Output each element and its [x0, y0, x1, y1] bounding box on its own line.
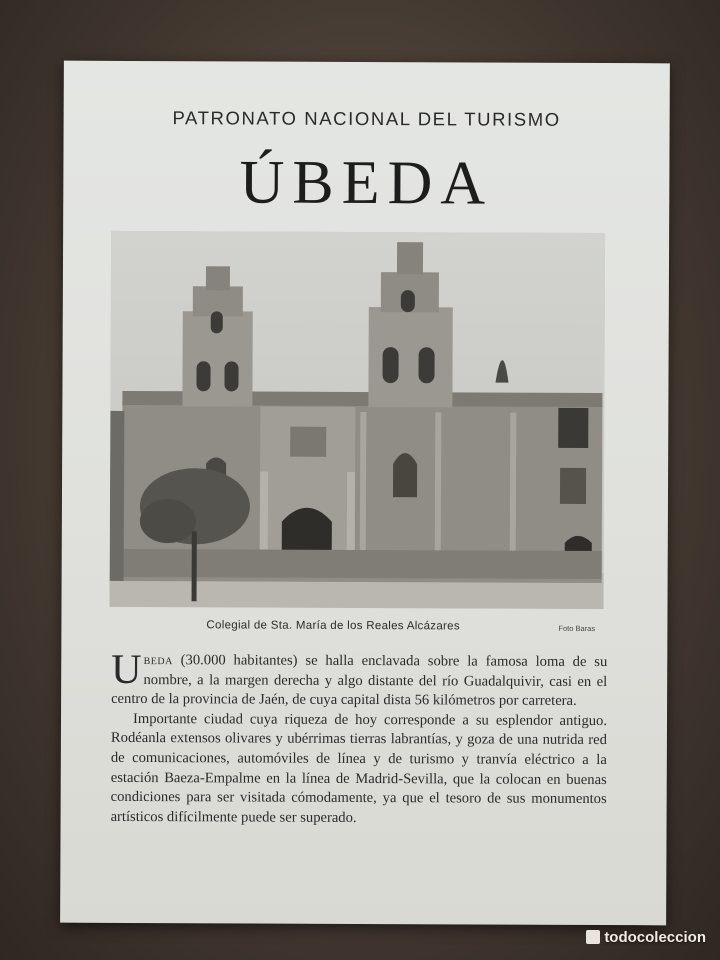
church-facade-photo: [110, 231, 606, 609]
paragraph-second: Importante ciudad cuya riqueza de hoy corresponde a su esplendor antiguo. Rodéanla extensos olivares y ubérrimas tierras labrantías, y goza de una nutrida red de comunicaciones, automóviles de línea y de turismo y tranvía eléctrico a la estación Baeza-Empalme en la línea de Madrid-Sevilla, que la colocan en buenas condiciones para ser visitada cómodamente, ya que el tesoro de sus monumentos artísticos difícilmente puede ser superado.: [110, 710, 608, 826]
drop-cap: U: [111, 646, 142, 694]
publisher-header: PATRONATO NACIONAL DEL TURISMO: [172, 107, 561, 130]
body-text: [110, 646, 608, 830]
page-title: ÚBEDA: [239, 148, 494, 218]
watermark-logo-icon: [586, 930, 600, 944]
photo-credit: Foto Baras: [558, 623, 596, 634]
paragraph-intro: [111, 646, 608, 712]
watermark-text: todocoleccion: [604, 929, 706, 946]
watermark: [586, 929, 706, 946]
first-word: beda: [143, 652, 173, 669]
paragraph-intro-text: (30.000 habitantes) se halla enclavada sobre la famosa loma de su nombre, a la margen derecha y algo distante del río Guadalquivir, casi en el centro de la provincia de Jaén, de cuya capital dista 56 kilómetros por carretera.: [111, 652, 608, 710]
photo-caption: Colegial de Sta. María de los Reales Alcázares: [206, 619, 460, 633]
brochure-page: [60, 61, 670, 926]
